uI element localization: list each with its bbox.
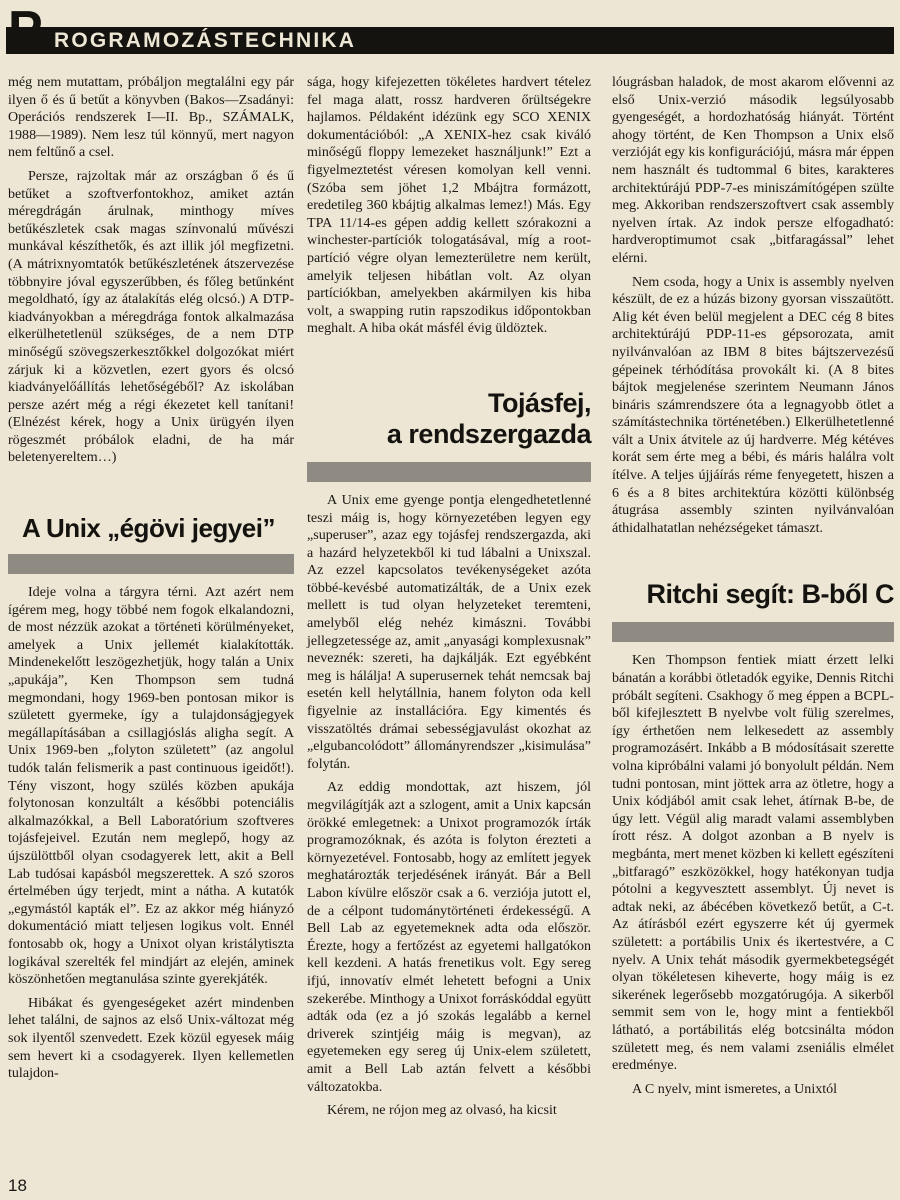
section-divider [612,622,894,642]
paragraph: A C nyelv, mint ismeretes, a Unixtól [632,1080,838,1097]
paragraph: A Unix eme gyenge pontja elengedhetetlenné teszi máig is, hogy környezetében legyen egy „superuser”, azaz egy tojásfej rendszergazda, aki a hazárd helyzetekből ki tud lábalni a Unixszal. Az ezzel kapcsolatos tevékenységeket azóta többé-kevésbé automatizálták, de a Unix ezek mellett is tud olyan helyzeteket teremteni, amelyből elég nehéz kimászni. További jellegzetessége az, amit „anyasági komplexusnak” neveznék: szereti, ha dajkálják. Ezt egyébként meg is hálálja! A superusernek tehát nemcsak baj esetén kell helytállnia, hanem folyton oda kell figyelnie az installációra. Egy kimentés és visszatöltés drámai sebességjavulást okozhat az „elgubancolódott” állományrendszer „kisimulása” folytán. [307,491,591,772]
section-divider [307,462,591,482]
paragraph: még nem mutattam, próbáljon megtalálni egy pár ilyen ő és ű betűt a könyvben (Bakos—Zsadányi: Operációs rendszerek I—II. Bp., SZÁMALK, 1988—1989). Nem lesz túl könnyű, mert nagyon nem feltűnő a csel. [8,74,294,161]
paragraph: Ken Thompson fentiek miatt érzett lelki bánatán a korábbi ötletadók egyike, Dennis Ritchi próbált segíteni. Csakhogy ő meg éppen a BCPL-ből kifejlesztett B nyelvbe volt fülig szerelmes, így érthetően nem lelkesedett az assembly programozásért. Inkább a B módosításait szerette volna kipróbálni valami jó bonyolult példán. Nem tudni pontosan, mint jöttek arra az ötletre, hogy a Unix kódjából amit csak lehet, átírnak B-be, de úgy lett. Végül alig maradt valami assemblyben írott rész. A dolgot azonban a B nyelv is megbánta, mert menet közben ki kellett egészíteni „bitfaragó” eszközökkel, hogy hatékonyan tudja pótolni a kegyvesztett assemblyt. Új nevet is adtak neki, az ábécében következő betűt, a C-t. Az átírásból ezért egyszerre két új gyermek született: a portábilis Unix és ikertestvére, a C nyelv. A Unix tehát második gyermekbetegségét olyan tökéletesen kiheverte, hogy máig is ez sikerének legerősebb mozgatórugója. A sikerből semmit sem von le, hogy mint a fentiekből látható, a portábilitás elég botcsinálta módon született meg, és nem valami zseniális elmélet eredménye. [612,652,895,1074]
column-3 [612,74,894,1098]
paragraph: Kérem, ne rójon meg az olvasó, ha kicsit [327,1102,557,1119]
section-divider [8,554,294,574]
section-heading-line1: Tojásfej, [487,387,591,418]
paragraph: Nem csoda, hogy a Unix is assembly nyelven készült, de ez a húzás bizony gyorsan visszaütött. Alig két éven belül megjelent a DEC cég 8 bites architektúrájú PDP-11-es gépsorozata, amit nyilvánvalóan az IBM 8 bites bájtszervezésű gépeinek térhódítása provokált ki. (A 8 bites bájtok megjelenése szerintem Neumann János bináris számrendszere óta a legnagyobb ötlet a számítástechnika történetében.) Elkerülhetetlenné vált a Unix átvitele az új hardverre. Még kétéves korát sem érte meg a bébi, és máris halálra volt ítélve. A teljes újjáírás réme fenyegetett, hiszen a 6 és a 8 bites architektúra közötti különbség átugrása assembly szinten nyilvánvalóan áthidalhatatlan nehézségeket támaszt. [612,273,894,536]
section-heading: Ritchi segít: B-ből C [646,579,894,610]
column-1 [8,74,294,1083]
section-heading-line2: a rendszergazda [386,418,591,449]
section-heading: A Unix „égövi jegyei” [22,513,275,544]
page-header [6,1,894,59]
paragraph: lóugrásban haladok, de most akarom elővenni az első Unix-verzió második legsúlyosabb gyengeségét, a hordozhatóság hiányát. Történt ahogy történt, de Ken Thompson a Unix első verzióját egy kis konfigurációjú, másra már éppen nem használt és tudtommal 6 bites, karakteres architektúrájú PDP-7-es miniszámítógépen szülte meg. Akkoriban rendszerszoftvert csak assembly nyelven írtak. Az indok persze elfogadható: hardveroptimumot csak „bitfaragással” lehet elérni. [612,74,895,266]
section-title-banner: ROGRAMOZÁSTECHNIKA [54,29,357,52]
paragraph: Az eddig mondottak, azt hiszem, jól megvilágítják azt a szlogent, amit a Unix kapcsán örökké emlegetnek: a Unixot programozók írták programozóknak, és azóta is folyton érezteti a környezetével. Fontosabb, hogy az említett jegyek meghatározták terjedésének irányát. Bár a Bell Labon kívülre először csak a 6. verziója jutott el, de a célpont tudománytörténeti érdekességű. A Bell Lab az egyetemeknek adta oda először. Érezte, hogy a fertőzést az egyetemi hallgatókon kell kezdeni. A hatás frenetikus volt. Egy sereg ifjú, innovatív elmét lehetett befogni a Unix szekerébe. Minthogy a Unixot forráskóddal együtt adták oda (ez a jó szokás legalább a kernel driverek szintjéig máig is megvan), az egyetemeken egy sereg új Unix-elem született, amit a Bell Lab aztán felvett a későbbi változatokba. [307,779,591,1095]
paragraph: Ideje volna a tárgyra térni. Azt azért nem ígérem meg, hogy többé nem fogok elkalandozni, de most nézzük azokat a történeti körülményeket, amelyek a Unix jellemét kialakították. Mindenekelőtt leszögezhetjük, hogy talán a Unix „apukája”, Ken Thompson sem tudná megmondani, hogy 1969-ben pontosan mikor is született gyermeke, így a tulajdonságjegyek megállapításában a csillagjóslás aligha segít. A Unix 1969-ben „folyton született” (az angolul tudók talán felismerik a past continuous igeidőt!). Tény viszont, hogy szülés közben apukája folytonosan konzultált a későbbi potenciális alkalmazókkal, a Bell Laboratórium szoftveres tojásfejeivel. Ezután nem meglepő, hogy az újszülöttből olyan csodagyerek lett, akit a Bell Lab tudósai kapásból megszerettek. A szó szoros értelmében úgy terjedt, mint a nátha. A kutatók „egymástól kapták el”. Ez az akkor még hiányzó dokumentáció miatt teljesen logikus volt. Ennél fontosabb ok, hogy a Unixot olyan kristálytiszta logikával szerelték fel mindjárt az elején, aminek köszönhetően megtanulása szinte gyerekjáték. [8,584,294,988]
page-number: 18 [8,1176,27,1195]
paragraph: sága, hogy kifejezetten tökéletes hardvert tételez fel maga alatt, rossz hardveren őrültségekre hajlamos. Példaként idézünk egy SCO XENIX dokumentációból: „A XENIX-hez csak kiváló minőségű floppy lemezeket használjunk!” Ezt a figyelmeztetést véresen komolyan kell venni. (Szóba sem jöhet 1,2 Mbájtra formázott, eredetileg 360 kbájtig alkalmas lemez!) Más. Egy TPA 11/14-es gépen addig kellett szórakozni a winchester-partíciók tologatásával, míg a root-partíció végre olyan lemezterületre nem került, amelyik teljesen hibátlan volt. Az olyan partíciókban, amelyekben akármilyen kis hiba volt, a swapping rutin rapszodikus időpontokban meghalt. A hiba okát másfél évig üldöztek. [307,74,591,337]
paragraph: Persze, rajzoltak már az országban ő és ű betűket a szoftverfontokhoz, amiket aztán méregdrágán árulnak, minthogy míves betűkészletek csak magas színvonalú művészi munkával készíthetők, és azt illik jól megfizetni. (A mátrixnyomtatók betűkészletének átszervezése többnyire jóval egyszerűbben, és főleg betűnként megoldható, így az átalakítás elég olcsó.) A DTP-kiadványokban a méregdrága fontok alkalmazása elkerülhetetlenül szükséges, de a nem DTP minőségű szövegszerkesztőkkel dolgozókat miért zárjuk ki a közvetlen, ezert gyors és olcsó kiadványelőállítás lehetőségéből? Az iskolában persze azért még a régi ékezetet kell tanítani! (Elnézést kérek, hogy a Unix ürügyén ilyen rögeszmét próbálok eladni, de ha már beletenyereltem…) [8,167,294,466]
paragraph: Hibákat és gyengeségeket azért mindenben lehet találni, de sajnos az első Unix-változat még sok ilyentől szenvedett. Ezek közül egyesek máig sem hevert ki a csodagyerek. Ilyen kellemetlen tulajdon- [8,994,294,1082]
header-initial-letter: P [8,1,43,59]
column-2 [307,74,591,1120]
